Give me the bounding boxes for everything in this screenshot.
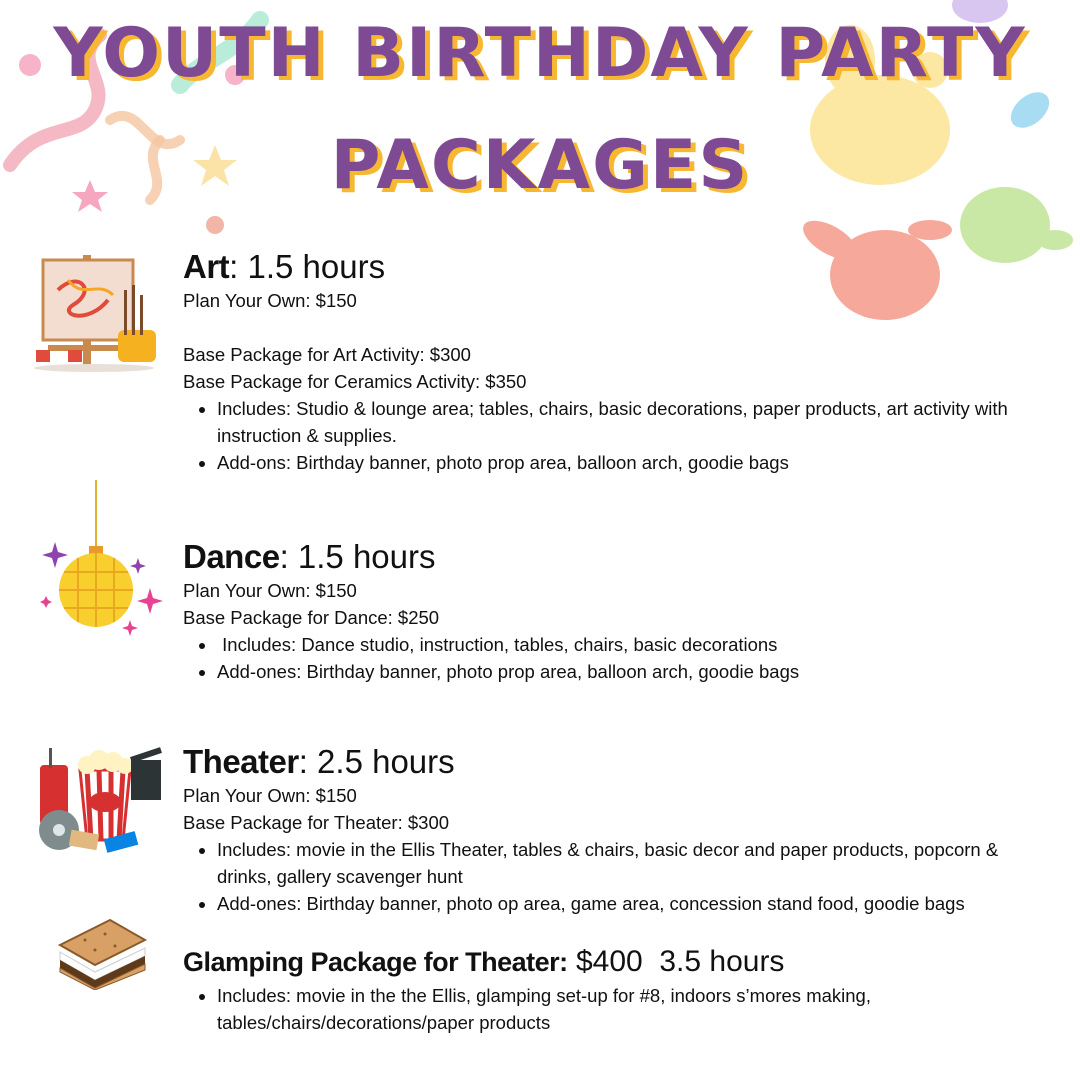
dance-details-list: [183, 631, 1050, 685]
dance-heading: [183, 537, 1050, 577]
dance-duration: : 1.5 hours: [279, 538, 436, 575]
theater-base-package: Base Package for Theater: $300: [183, 812, 450, 833]
glamping-includes: • Includes: movie in the the Ellis, glamping set-up for #8, indoors s’mores making, tables/chairs/decorations/paper products: [217, 982, 917, 1036]
art-heading: [183, 247, 1050, 287]
art-includes: • Includes: Studio & lounge area; tables, chairs, basic decorations, paper products, art activity with instruction & supplies.: [217, 395, 1050, 449]
disco-ball-icon: [38, 480, 163, 640]
theater-includes: • Includes: movie in the Ellis Theater, tables & chairs, basic decor and paper products, popcorn & drinks, gallery scavenger hunt: [217, 836, 1050, 890]
glamping-price-duration: $400 3.5 hours: [567, 945, 785, 978]
theater-duration: : 2.5 hours: [298, 743, 455, 780]
art-section: [183, 247, 1050, 476]
page-title-line2: PACKAGES: [330, 126, 750, 205]
popcorn-movie-icon: [35, 740, 165, 858]
glamping-details-list: [183, 982, 1050, 1036]
glamping-title: Glamping Package for Theater:: [183, 947, 568, 977]
dance-title: Dance: [183, 538, 280, 575]
glamping-section: [183, 942, 1050, 1036]
art-base-package: Base Package for Art Activity: $300: [183, 344, 471, 365]
glamping-heading: [183, 942, 1050, 982]
theater-heading: [183, 742, 1050, 782]
art-title: Art: [183, 248, 230, 285]
art-details-list: [183, 395, 1050, 476]
art-addons: • Add-ons: Birthday banner, photo prop area, balloon arch, goodie bags: [217, 449, 1050, 476]
theater-details-list: [183, 836, 1050, 917]
theater-plan-own: Plan Your Own: $150: [183, 785, 357, 806]
theater-title: Theater: [183, 743, 299, 780]
dance-plan-own: Plan Your Own: $150: [183, 580, 357, 601]
dance-addons: • Add-ones: Birthday banner, photo prop area, balloon arch, goodie bags: [217, 658, 1050, 685]
theater-addons: • Add-ones: Birthday banner, photo op area, game area, concession stand food, goodie bags: [217, 890, 1050, 917]
spacer: [183, 314, 1050, 341]
page-title-line1: YOUTH BIRTHDAY PARTY: [53, 14, 1027, 93]
dance-section: [183, 537, 1050, 685]
easel-painting-icon: [28, 250, 163, 375]
art-duration: : 1.5 hours: [229, 248, 386, 285]
dance-base-package: Base Package for Dance: $250: [183, 607, 440, 628]
dance-includes: • Includes: Dance studio, instruction, tables, chairs, basic decorations: [217, 631, 1050, 658]
art-plan-own: Plan Your Own: $150: [183, 290, 357, 311]
smores-icon: [55, 910, 150, 990]
ceramics-base-package: Base Package for Ceramics Activity: $350: [183, 371, 527, 392]
theater-section: [183, 742, 1050, 917]
